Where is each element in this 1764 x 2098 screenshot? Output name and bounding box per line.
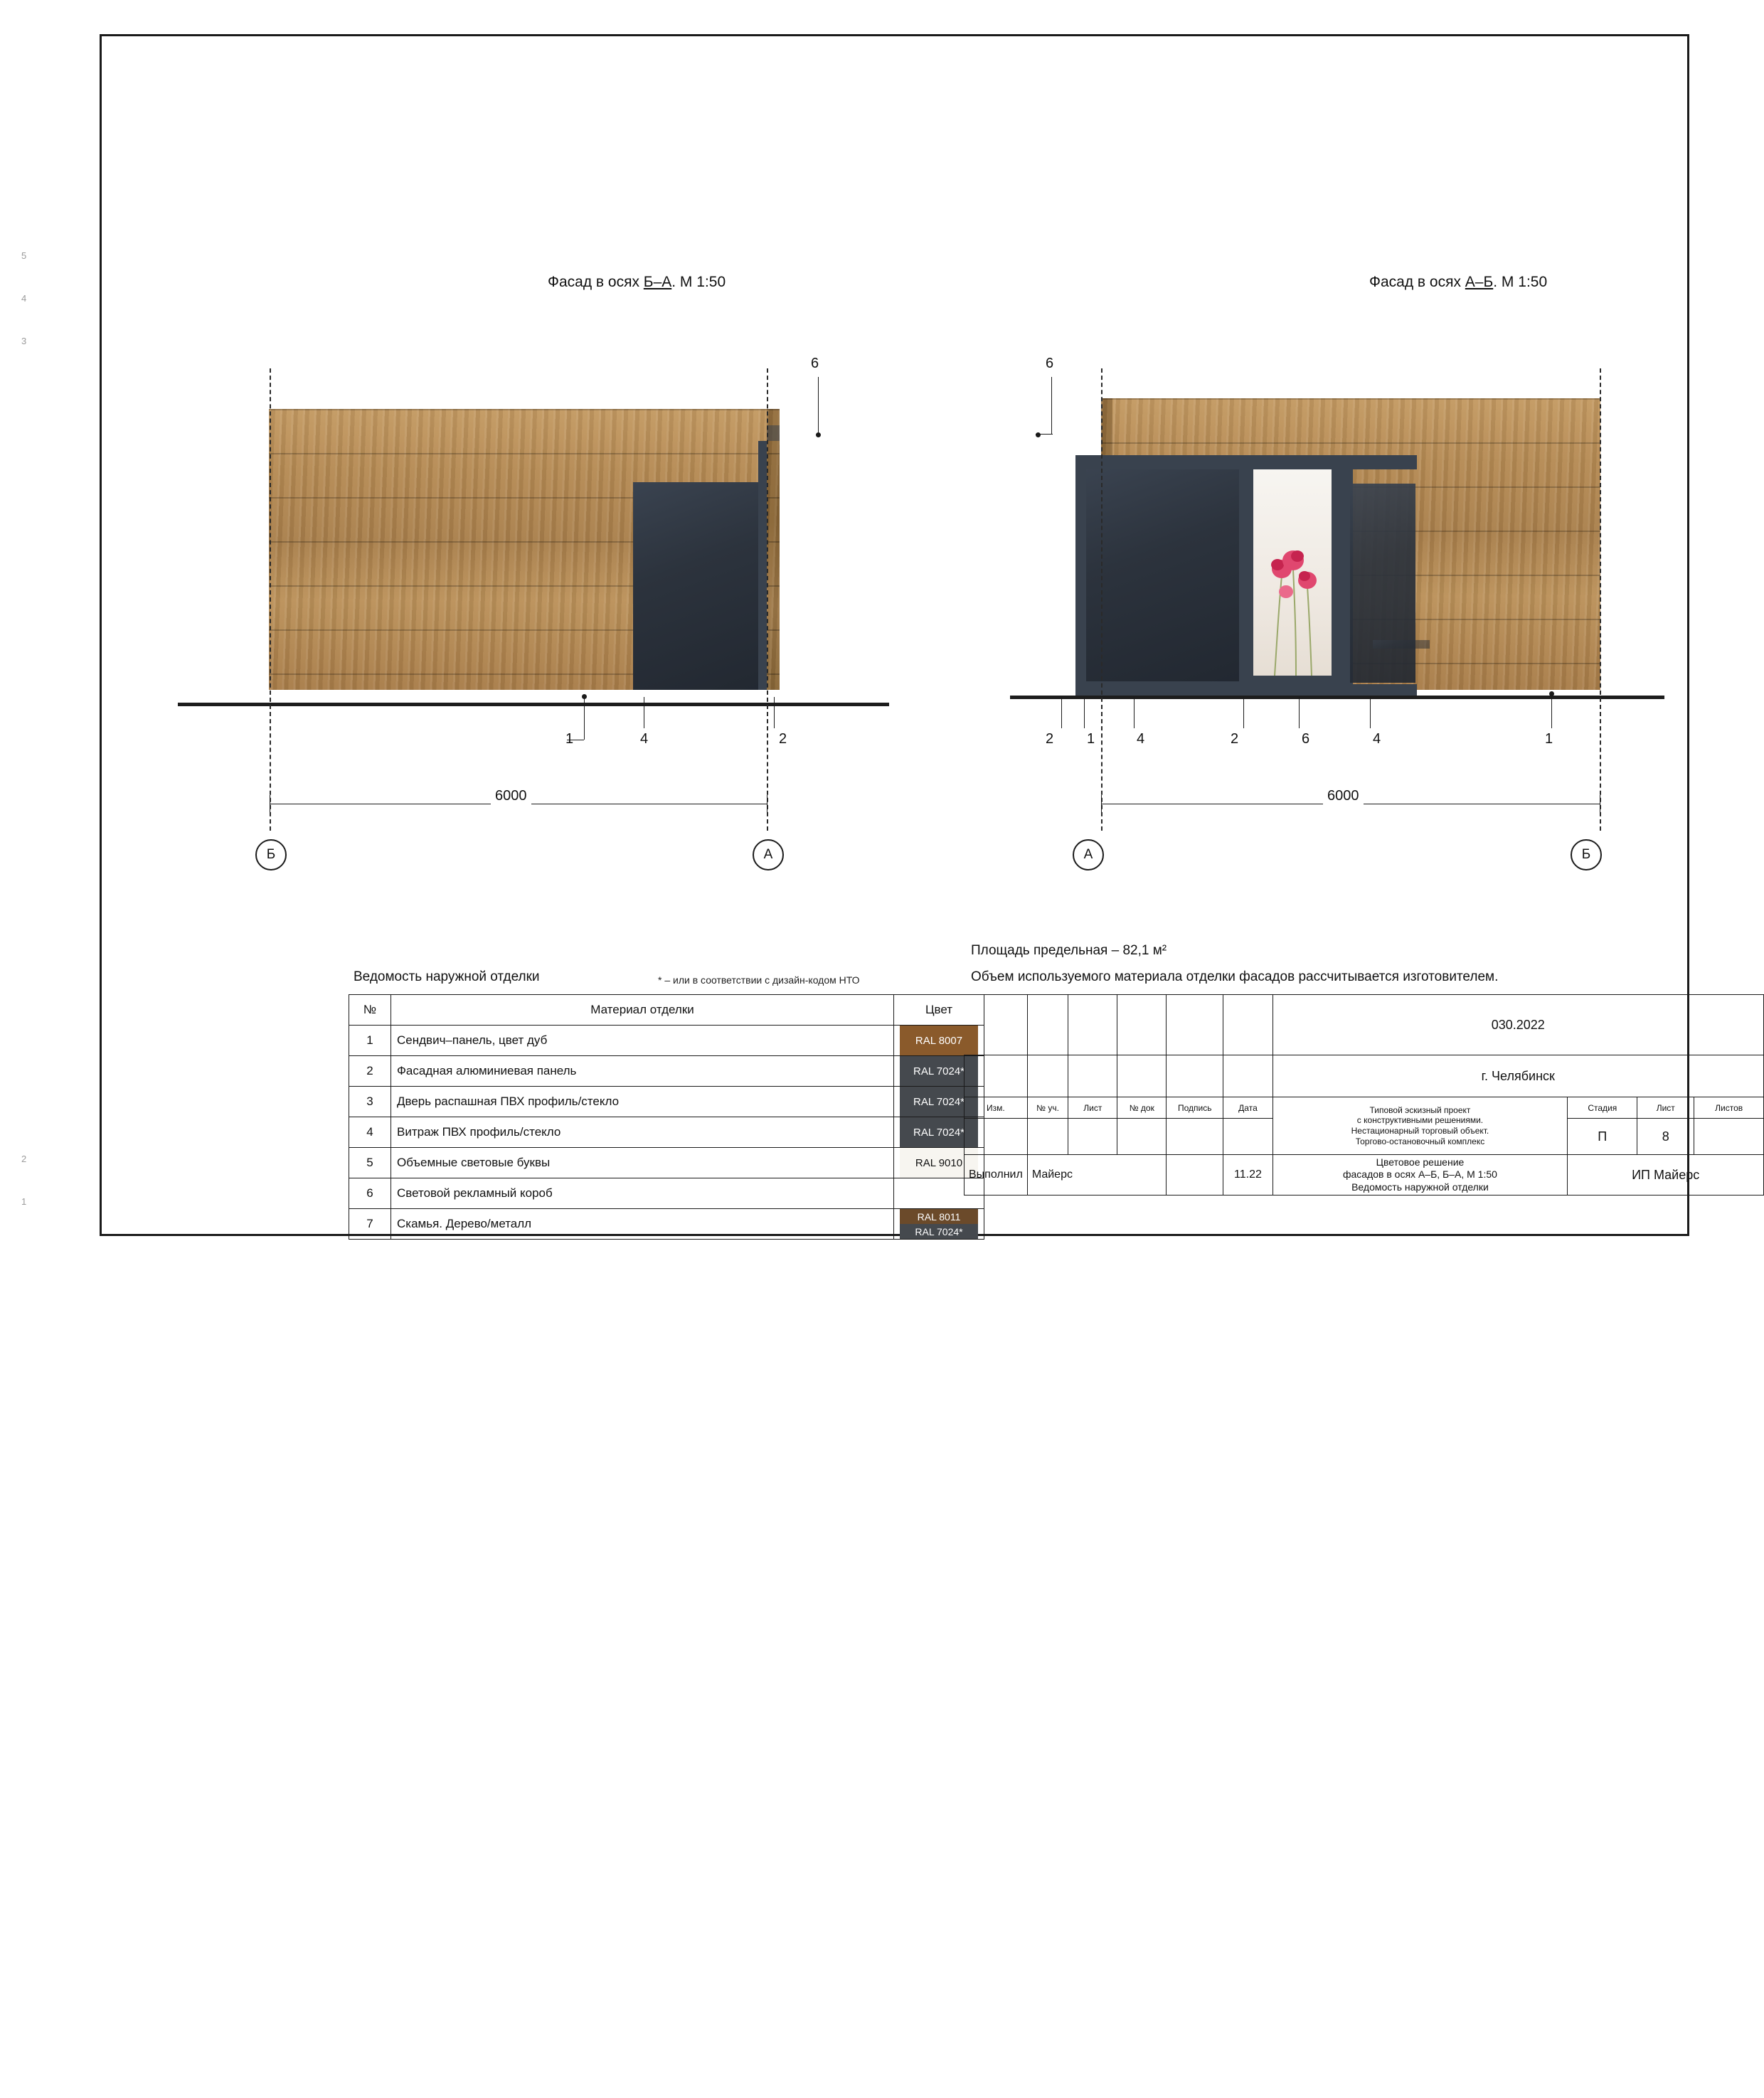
facade-cap-left — [767, 425, 780, 441]
callout-leader-4b-right — [1370, 697, 1371, 728]
callout-tag-4-left: 4 — [640, 731, 649, 747]
callout-tag-4a-right: 4 — [1137, 731, 1145, 747]
row-num: 2 — [349, 1056, 391, 1087]
title-block — [964, 994, 1764, 1196]
table-header-num: № — [349, 995, 391, 1026]
performed-label: Выполнил — [965, 1155, 1028, 1196]
callout-tag-2a-right: 2 — [1046, 731, 1054, 747]
margin-mark: 3 — [21, 336, 27, 346]
row-num: 5 — [349, 1148, 391, 1178]
axis-marker-left-start: Б — [255, 839, 287, 870]
storefront-glazing-right — [1086, 468, 1239, 681]
callout-tag-1b-right: 1 — [1545, 731, 1553, 747]
table-row — [349, 1117, 984, 1148]
color-swatch-dual — [900, 1209, 978, 1239]
color-swatch-top: RAL 8011 — [900, 1209, 978, 1224]
row-num: 4 — [349, 1117, 391, 1148]
facade-glazing-left — [633, 482, 767, 690]
table-row — [349, 1148, 984, 1178]
project-line: Торгово-остановочный комплекс — [1355, 1136, 1485, 1146]
row-num: 7 — [349, 1209, 391, 1240]
callout-leader-1-right — [1084, 697, 1085, 728]
sheets-value — [1694, 1119, 1764, 1155]
callout-tag-6-left: 6 — [811, 356, 819, 371]
callout-dot-6-left — [816, 432, 821, 437]
callout-leader-6b-right — [1299, 697, 1300, 728]
sheet-title-line: фасадов в осях А–Б, Б–А, М 1:50 — [1342, 1168, 1497, 1181]
area-note: Площадь предельная – 82,1 м² — [971, 943, 1167, 958]
color-swatch: RAL 9010 — [900, 1148, 978, 1178]
row-material: Скамья. Дерево/металл — [391, 1209, 894, 1240]
row-material: Витраж ПВХ профиль/стекло — [391, 1117, 894, 1148]
rev-header-list: Лист — [1068, 1097, 1117, 1119]
rev-header-izm: Изм. — [965, 1097, 1028, 1119]
sheet-value: 8 — [1637, 1119, 1694, 1155]
stage-header: Стадия — [1568, 1097, 1637, 1119]
color-swatch-bottom: RAL 7024* — [900, 1224, 978, 1239]
callout-base-6-right — [1036, 434, 1053, 435]
facade-frame-left — [758, 441, 767, 690]
callout-leader-2a-right — [1061, 697, 1062, 728]
callout-leader-2b-right — [1243, 697, 1244, 728]
project-line: Нестационарный торговый объект. — [1351, 1126, 1489, 1136]
elevation-title-prefix: Фасад в осях — [1369, 274, 1465, 290]
axis-marker-right-start: А — [1073, 839, 1104, 870]
finish-table — [349, 994, 984, 1240]
margin-marks — [21, 235, 43, 1195]
margin-marks-lower — [21, 1138, 43, 2098]
callout-tag-6b-right: 6 — [1302, 731, 1310, 747]
stamp-sheet-title — [1272, 1155, 1568, 1196]
stamp-project-description — [1272, 1097, 1568, 1155]
callout-tag-2b-right: 2 — [1231, 731, 1239, 747]
elevation-title-right — [1369, 274, 1547, 291]
table-header-row — [349, 995, 984, 1026]
sheet-title-line: Цветовое решение — [1376, 1156, 1465, 1168]
callout-tag-1-right: 1 — [1087, 731, 1095, 747]
table-row — [349, 1026, 984, 1056]
axis-line-A-right — [1101, 368, 1102, 831]
row-material: Объемные световые буквы — [391, 1148, 894, 1178]
table-row — [349, 1056, 984, 1087]
finish-table-footnote: * – или в соответствии с дизайн-кодом НТО — [658, 974, 860, 986]
callout-leader-1b-right — [1551, 696, 1552, 728]
row-num: 6 — [349, 1178, 391, 1209]
table-header-material: Материал отделки — [391, 995, 894, 1026]
row-num: 1 — [349, 1026, 391, 1056]
ground-line-left — [178, 703, 889, 706]
sheet-header: Лист — [1637, 1097, 1694, 1119]
margin-mark: 2 — [21, 1154, 27, 1164]
axis-marker-right-end: Б — [1571, 839, 1602, 870]
project-line: Типовой эскизный проект — [1369, 1104, 1471, 1115]
storefront-header-right — [1075, 455, 1417, 469]
rev-header-uch: № уч. — [1027, 1097, 1068, 1119]
callout-leader-6-right — [1051, 377, 1052, 434]
ground-line-right — [1010, 696, 1664, 699]
stamp-company: ИП Майерс — [1568, 1155, 1764, 1196]
elevation-title-axes: А–Б — [1465, 274, 1494, 290]
performed-name: Майерс — [1027, 1155, 1166, 1196]
table-row — [349, 1209, 984, 1240]
callout-leader-4a-right — [1134, 697, 1135, 728]
rev-header-doc: № док — [1117, 1097, 1167, 1119]
row-color — [894, 1209, 984, 1240]
stamp-date-code: 030.2022 — [1272, 995, 1763, 1055]
elevation-title-suffix: . М 1:50 — [1493, 274, 1548, 290]
row-num: 3 — [349, 1087, 391, 1117]
storefront-sill-right — [1075, 684, 1417, 696]
storefront-mullion-right — [1239, 455, 1252, 697]
elevation-title-prefix: Фасад в осях — [548, 274, 644, 290]
performed-date: 11.22 — [1223, 1155, 1272, 1196]
margin-mark: 4 — [21, 293, 27, 304]
elevation-title-axes: Б–А — [643, 274, 672, 290]
sheets-header: Листов — [1694, 1097, 1764, 1119]
table-row — [349, 1087, 984, 1117]
callout-tag-2-left: 2 — [779, 731, 787, 747]
color-swatch: RAL 7024* — [900, 1117, 978, 1147]
axis-line-B-left — [270, 368, 271, 831]
advertising-lightbox-panel — [1253, 469, 1332, 676]
volume-note: Объем используемого материала отделки фасадов рассчитывается изготовителем. — [971, 969, 1499, 984]
finish-table-title: Ведомость наружной отделки — [354, 969, 540, 984]
color-swatch: RAL 8007 — [900, 1026, 978, 1055]
elevation-title-left — [548, 274, 726, 291]
dimension-value-left: 6000 — [491, 788, 531, 804]
rev-header-sign: Подпись — [1167, 1097, 1223, 1119]
dimension-value-right: 6000 — [1323, 788, 1364, 804]
stamp-city: г. Челябинск — [1272, 1055, 1763, 1097]
callout-leader-2-left — [774, 697, 775, 728]
table-row — [349, 1178, 984, 1209]
row-material: Фасадная алюминиевая панель — [391, 1056, 894, 1087]
callout-leader-1-left — [584, 697, 585, 740]
stage-value: П — [1568, 1119, 1637, 1155]
facade-wood-edge-left — [767, 409, 780, 690]
bench-right — [1373, 640, 1430, 649]
axis-line-B-right — [1600, 368, 1601, 831]
poppy-graphic-icon — [1253, 469, 1332, 676]
margin-mark: 5 — [21, 250, 27, 261]
row-material: Дверь распашная ПВХ профиль/стекло — [391, 1087, 894, 1117]
row-material: Световой рекламный короб — [391, 1178, 894, 1209]
callout-tag-1-left: 1 — [565, 731, 574, 747]
storefront-side-glazing-right — [1350, 484, 1415, 683]
callout-leader-6-left — [818, 377, 819, 434]
rev-header-date: Дата — [1223, 1097, 1272, 1119]
elevation-title-suffix: . М 1:50 — [671, 274, 726, 290]
storefront-post-right — [1332, 455, 1350, 697]
margin-mark: 1 — [21, 1196, 27, 1207]
dimension-tick — [1101, 795, 1102, 812]
color-swatch: RAL 7024* — [900, 1056, 978, 1086]
project-line: с конструктивными решениями. — [1356, 1115, 1484, 1126]
callout-tag-4b-right: 4 — [1373, 731, 1381, 747]
callout-tag-6-right: 6 — [1046, 356, 1054, 371]
sheet-title-line: Ведомость наружной отделки — [1351, 1181, 1489, 1193]
axis-line-A-left — [767, 368, 768, 831]
row-material: Сендвич–панель, цвет дуб — [391, 1026, 894, 1056]
axis-marker-left-end: А — [753, 839, 784, 870]
color-swatch: RAL 7024* — [900, 1087, 978, 1117]
table-header-color: Цвет — [894, 995, 984, 1026]
